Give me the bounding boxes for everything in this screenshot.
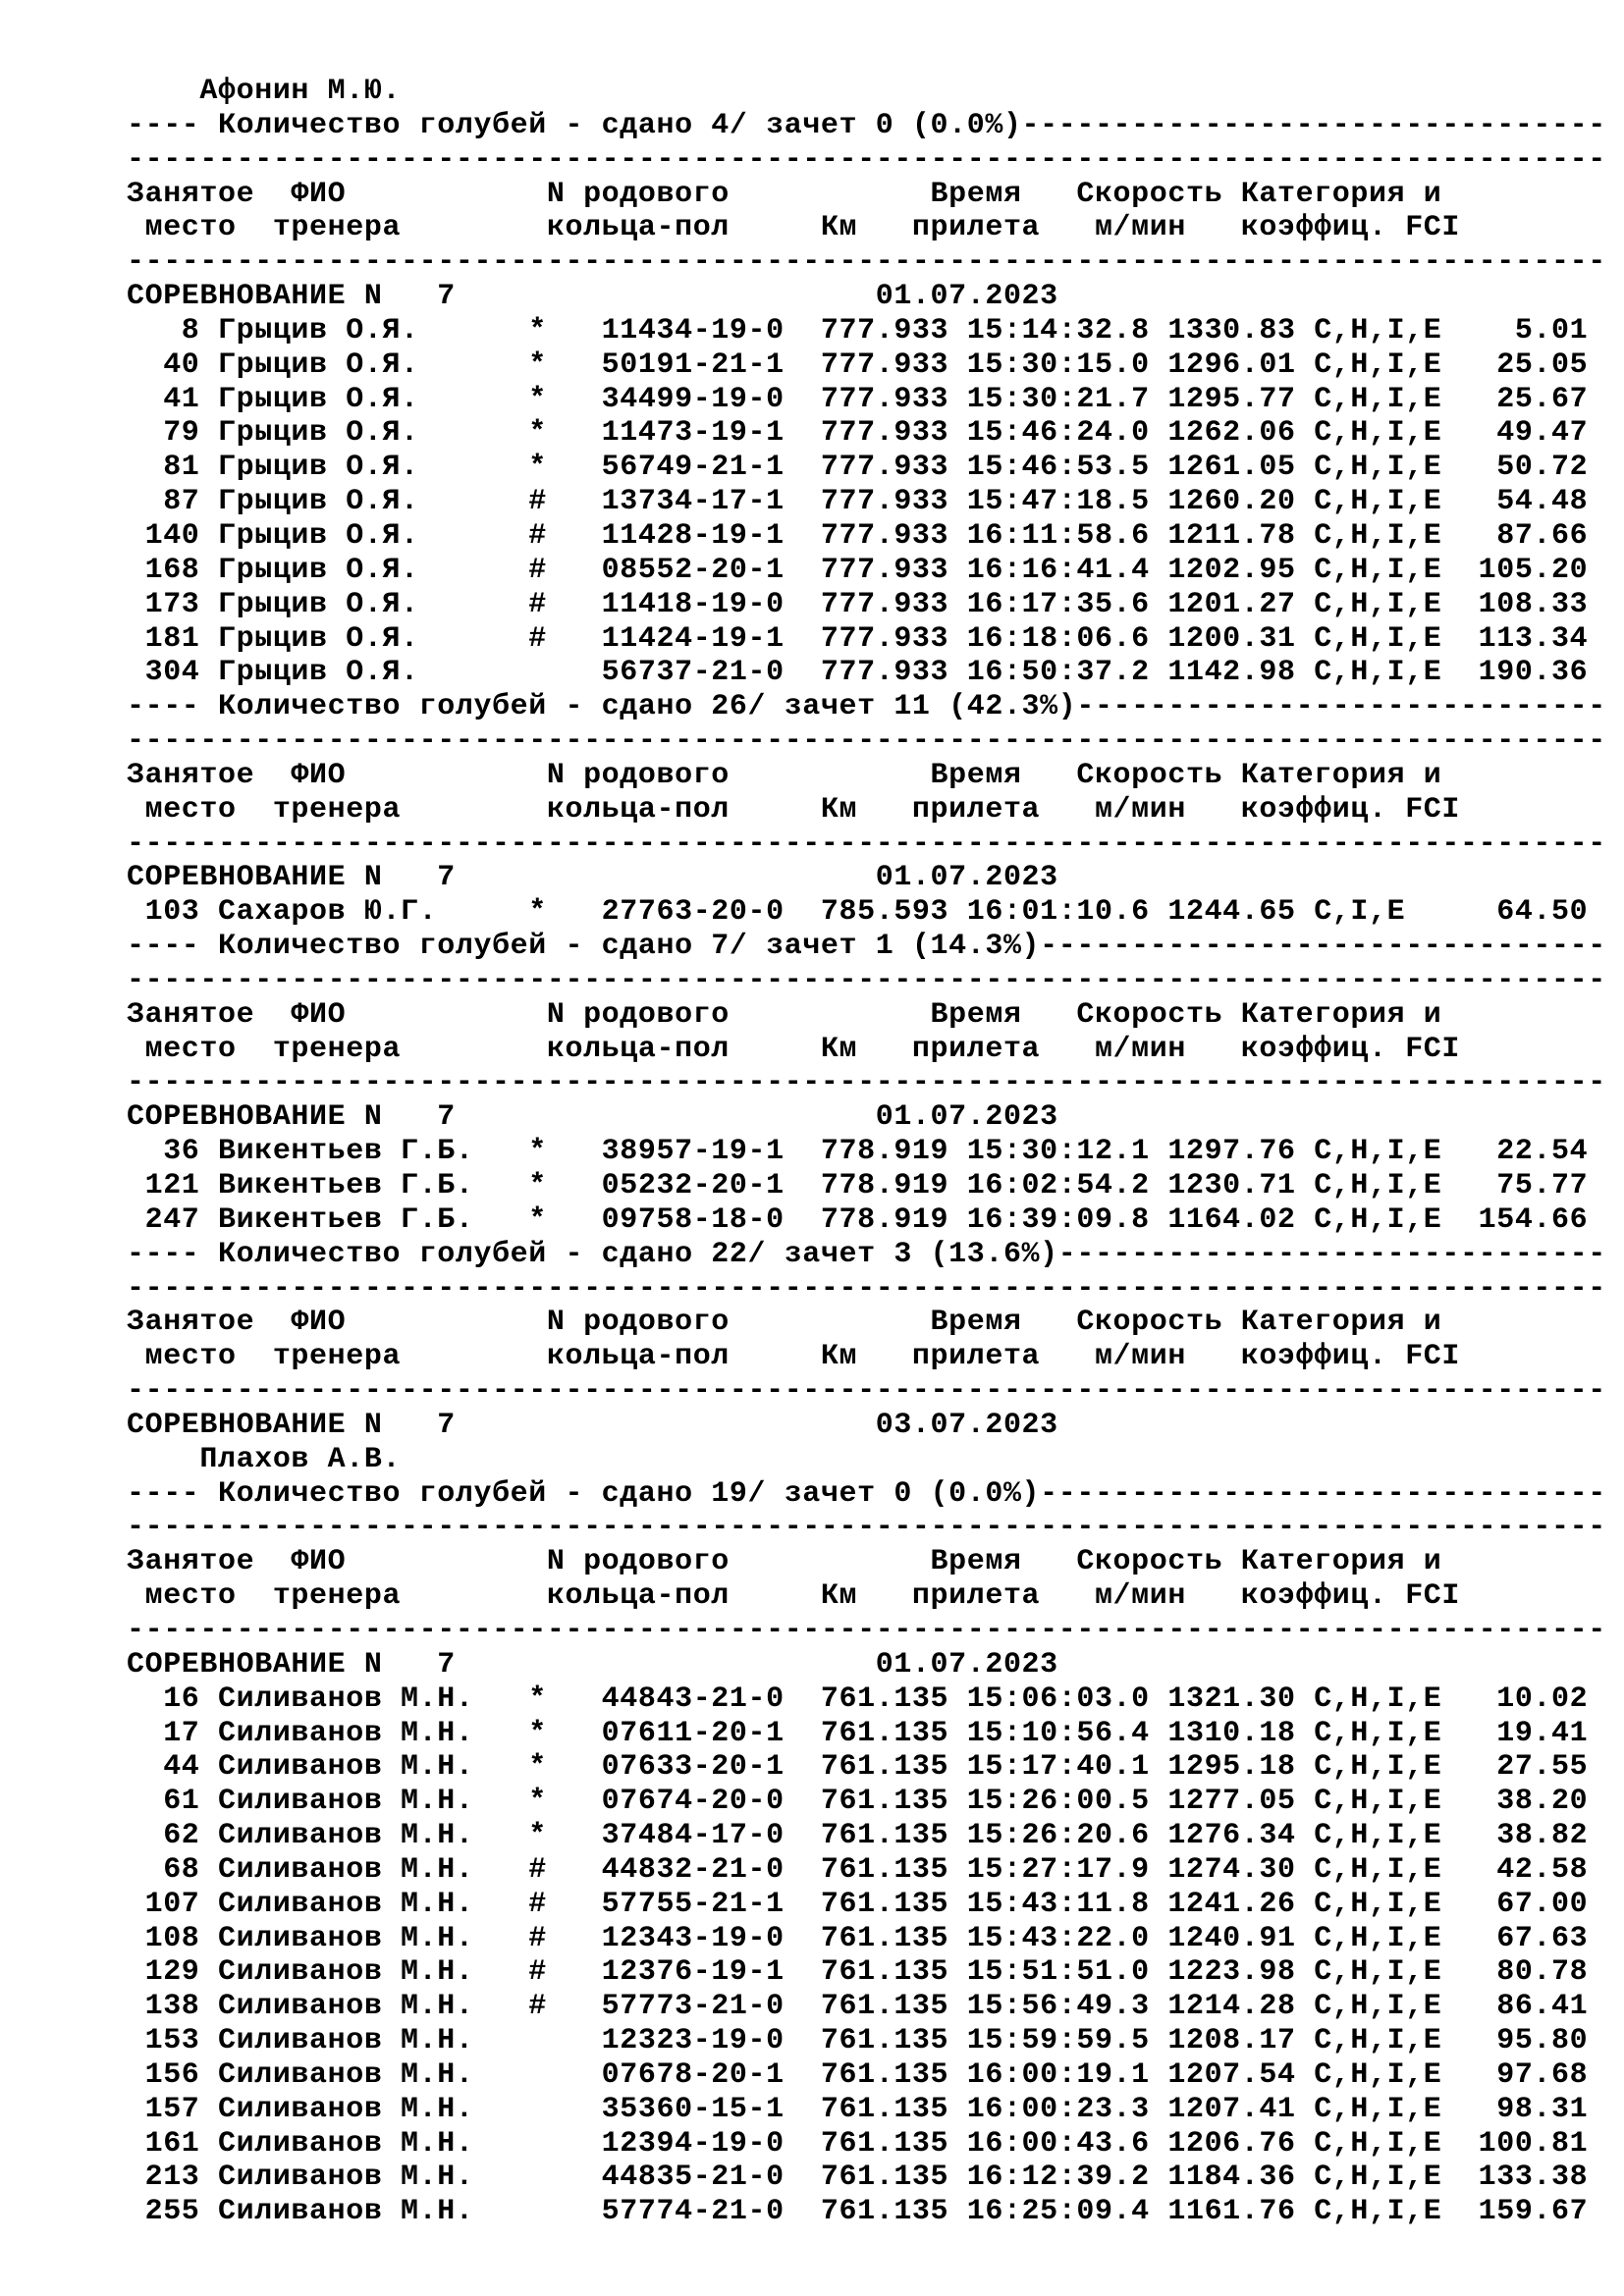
competition-header: СОРЕВНОВАНИЕ N 7 01.07.2023 bbox=[127, 1100, 1058, 1135]
separator-line: --------------------------------------------------------------------------------- bbox=[127, 142, 1606, 177]
result-row: 304 Грыцив О.Я. 56737-21-0 777.933 16:50:37.2 1142.98 C,H,I,E 190.36 bbox=[127, 656, 1589, 690]
result-row: 81 Грыцив О.Я. * 56749-21-1 777.933 15:46:53.5 1261.05 C,H,I,E 50.72 bbox=[127, 451, 1589, 485]
result-row: 153 Силиванов М.Н. 12323-19-0 761.135 15:59:59.5 1208.17 C,H,I,E 95.80 bbox=[127, 2024, 1589, 2058]
column-header: Занятое ФИО N родового Время Скорость Категория и bbox=[127, 177, 1442, 211]
summary-line: ---- Количество голубей - сдано 26/ зачет 11 (42.3%)----------------------------- bbox=[127, 690, 1606, 724]
result-row: 103 Сахаров Ю.Г. * 27763-20-0 785.593 16:01:10.6 1244.65 C,I,E 64.50 bbox=[127, 895, 1589, 930]
result-row: 61 Силиванов М.Н. * 07674-20-0 761.135 15:26:00.5 1277.05 C,H,I,E 38.20 bbox=[127, 1785, 1589, 1819]
result-row: 16 Силиванов М.Н. * 44843-21-0 761.135 15:06:03.0 1321.30 C,H,I,E 10.02 bbox=[127, 1682, 1589, 1716]
results-printout bbox=[127, 75, 1606, 2229]
result-row: 140 Грыцив О.Я. # 11428-19-1 777.933 16:11:58.6 1211.78 C,H,I,E 87.66 bbox=[127, 518, 1589, 553]
result-row: 168 Грыцив О.Я. # 08552-20-1 777.933 16:16:41.4 1202.95 C,H,I,E 105.20 bbox=[127, 553, 1589, 587]
result-row: 156 Силиванов М.Н. 07678-20-1 761.135 16:00:19.1 1207.54 C,H,I,E 97.68 bbox=[127, 2057, 1589, 2092]
result-row: 8 Грыцив О.Я. * 11434-19-0 777.933 15:14:32.8 1330.83 C,H,I,E 5.01 bbox=[127, 313, 1589, 347]
result-row: 181 Грыцив О.Я. # 11424-19-1 777.933 16:18:06.6 1200.31 C,H,I,E 113.34 bbox=[127, 621, 1589, 656]
result-row: 255 Силиванов М.Н. 57774-21-0 761.135 16:25:09.4 1161.76 C,H,I,E 159.67 bbox=[127, 2195, 1589, 2229]
result-row: 108 Силиванов М.Н. # 12343-19-0 761.135 15:43:22.0 1240.91 C,H,I,E 67.63 bbox=[127, 1921, 1589, 1955]
column-header: место тренера кольца-пол Км прилета м/мин коэффиц. FCI bbox=[127, 792, 1461, 827]
result-row: 36 Викентьев Г.Б. * 38957-19-1 778.919 15:30:12.1 1297.76 C,H,I,E 22.54 bbox=[127, 1135, 1589, 1169]
result-row: 129 Силиванов М.Н. # 12376-19-1 761.135 15:51:51.0 1223.98 C,H,I,E 80.78 bbox=[127, 1955, 1589, 1990]
competition-header: СОРЕВНОВАНИЕ N 7 01.07.2023 bbox=[127, 1647, 1058, 1682]
result-row: 41 Грыцив О.Я. * 34499-19-0 777.933 15:30:21.7 1295.77 C,H,I,E 25.67 bbox=[127, 382, 1589, 416]
column-header: Занятое ФИО N родового Время Скорость Категория и bbox=[127, 1306, 1442, 1340]
result-row: 213 Силиванов М.Н. 44835-21-0 761.135 16:12:39.2 1184.36 C,H,I,E 133.38 bbox=[127, 2161, 1589, 2195]
column-header: место тренера кольца-пол Км прилета м/мин коэффиц. FCI bbox=[127, 1032, 1461, 1066]
result-row: 62 Силиванов М.Н. * 37484-17-0 761.135 15:26:20.6 1276.34 C,H,I,E 38.82 bbox=[127, 1819, 1589, 1853]
result-row: 79 Грыцив О.Я. * 11473-19-1 777.933 15:46:24.0 1262.06 C,H,I,E 49.47 bbox=[127, 416, 1589, 451]
competition-header: СОРЕВНОВАНИЕ N 7 01.07.2023 bbox=[127, 280, 1058, 314]
column-header: место тренера кольца-пол Км прилета м/мин коэффиц. FCI bbox=[127, 1579, 1461, 1614]
result-row: 121 Викентьев Г.Б. * 05232-20-1 778.919 16:02:54.2 1230.71 C,H,I,E 75.77 bbox=[127, 1169, 1589, 1202]
fancier-name: Афонин М.Ю. bbox=[127, 75, 402, 108]
summary-line: ---- Количество голубей - сдано 19/ зачет 0 (0.0%)------------------------------- bbox=[127, 1476, 1606, 1511]
result-row: 17 Силиванов М.Н. * 07611-20-1 761.135 15:10:56.4 1310.18 C,H,I,E 19.41 bbox=[127, 1716, 1589, 1750]
summary-line: ---- Количество голубей - сдано 4/ зачет 0 (0.0%)-------------------------------- bbox=[127, 108, 1606, 142]
separator-line: --------------------------------------------------------------------------------- bbox=[127, 963, 1606, 997]
result-row: 68 Силиванов М.Н. # 44832-21-0 761.135 15:27:17.9 1274.30 C,H,I,E 42.58 bbox=[127, 1852, 1589, 1887]
result-row: 173 Грыцив О.Я. # 11418-19-0 777.933 16:17:35.6 1201.27 C,H,I,E 108.33 bbox=[127, 587, 1589, 621]
result-row: 87 Грыцив О.Я. # 13734-17-1 777.933 15:47:18.5 1260.20 C,H,I,E 54.48 bbox=[127, 485, 1589, 519]
result-row: 44 Силиванов М.Н. * 07633-20-1 761.135 15:17:40.1 1295.18 C,H,I,E 27.55 bbox=[127, 1750, 1589, 1785]
column-header: Занятое ФИО N родового Время Скорость Категория и bbox=[127, 1545, 1442, 1579]
result-row: 247 Викентьев Г.Б. * 09758-18-0 778.919 16:39:09.8 1164.02 C,H,I,E 154.66 bbox=[127, 1202, 1589, 1237]
separator-line: --------------------------------------------------------------------------------- bbox=[127, 1374, 1606, 1409]
separator-line: --------------------------------------------------------------------------------- bbox=[127, 1066, 1606, 1100]
result-row: 161 Силиванов М.Н. 12394-19-0 761.135 16:00:43.6 1206.76 C,H,I,E 100.81 bbox=[127, 2126, 1589, 2161]
column-header: Занятое ФИО N родового Время Скорость Категория и bbox=[127, 758, 1442, 792]
summary-line: ---- Количество голубей - сдано 7/ зачет 1 (14.3%)------------------------------- bbox=[127, 930, 1606, 964]
separator-line: --------------------------------------------------------------------------------- bbox=[127, 724, 1606, 759]
separator-line: --------------------------------------------------------------------------------- bbox=[127, 245, 1606, 280]
result-row: 107 Силиванов М.Н. # 57755-21-1 761.135 15:43:11.8 1241.26 C,H,I,E 67.00 bbox=[127, 1887, 1589, 1921]
separator-line: --------------------------------------------------------------------------------- bbox=[127, 1613, 1606, 1647]
result-row: 40 Грыцив О.Я. * 50191-21-1 777.933 15:30:15.0 1296.01 C,H,I,E 25.05 bbox=[127, 347, 1589, 382]
separator-line: --------------------------------------------------------------------------------- bbox=[127, 827, 1606, 861]
competition-header: СОРЕВНОВАНИЕ N 7 01.07.2023 bbox=[127, 861, 1058, 895]
separator-line: --------------------------------------------------------------------------------- bbox=[127, 1271, 1606, 1306]
competition-header: СОРЕВНОВАНИЕ N 7 03.07.2023 bbox=[127, 1408, 1058, 1442]
summary-line: ---- Количество голубей - сдано 22/ зачет 3 (13.6%)------------------------------ bbox=[127, 1237, 1606, 1271]
column-header: место тренера кольца-пол Км прилета м/мин коэффиц. FCI bbox=[127, 211, 1461, 245]
result-row: 138 Силиванов М.Н. # 57773-21-0 761.135 15:56:49.3 1214.28 C,H,I,E 86.41 bbox=[127, 1990, 1589, 2024]
column-header: Занятое ФИО N родового Время Скорость Категория и bbox=[127, 997, 1442, 1032]
column-header: место тренера кольца-пол Км прилета м/мин коэффиц. FCI bbox=[127, 1340, 1461, 1374]
separator-line: --------------------------------------------------------------------------------- bbox=[127, 1511, 1606, 1545]
result-row: 157 Силиванов М.Н. 35360-15-1 761.135 16:00:23.3 1207.41 C,H,I,E 98.31 bbox=[127, 2092, 1589, 2126]
fancier-name: Плахов А.В. bbox=[127, 1442, 402, 1476]
